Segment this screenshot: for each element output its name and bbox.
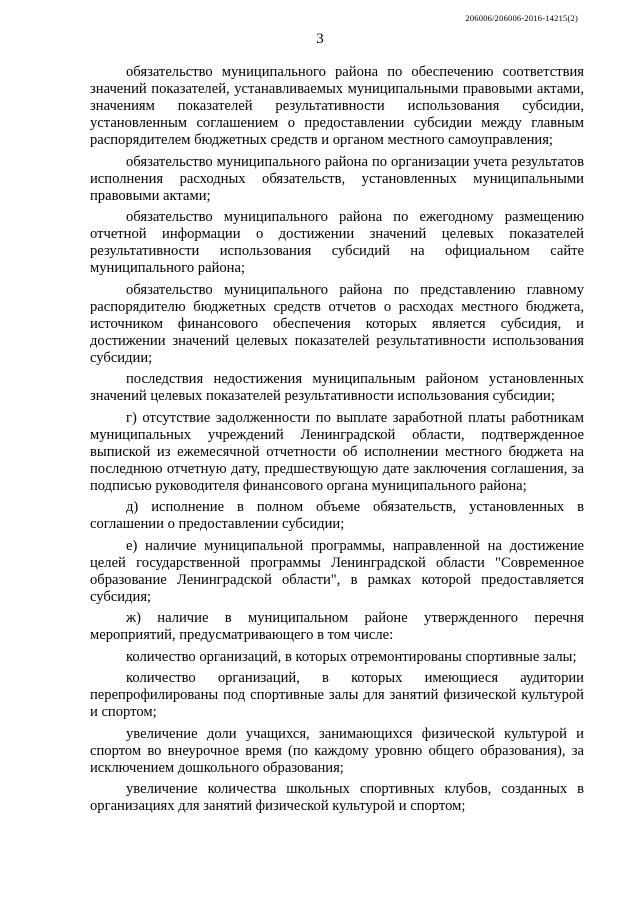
paragraph: увеличение количества школьных спортивных клубов, созданных в организациях для занятий физической культурой и спортом; — [90, 781, 584, 814]
paragraph: обязательство муниципального района по представлению главному распорядителю бюджетных средств отчетов о расходах местного бюджета, источником финансового обеспечения которых является субсидия, и достижении значений целевых показателей результативности использования субсидии; — [90, 281, 584, 366]
paragraph: увеличение доли учащихся, занимающихся физической культурой и спортом во внеурочное время (по каждому уровню общего образования), за исключением дошкольного образования; — [90, 725, 584, 776]
paragraph: обязательство муниципального района по обеспечению соответствия значений показателей, устанавливаемых муниципальными правовыми актами, значениям показателей результативности использования субсидии, установленным соглашением о предоставлении субсидии между главным распорядителем бюджетных средств и органом местного самоуправления; — [90, 64, 584, 148]
paragraph: г) отсутствие задолженности по выплате заработной платы работникам муниципальных учреждений Ленинградской области, подтвержденное выпиской из ежемесячной отчетности об исполнении местного бюджета на последнюю отчетную дату, предшествующую дате заключения соглашения, за подписью руководителя финансового органа муниципального района; — [90, 409, 584, 494]
paragraph: последствия недостижения муниципальным районом установленных значений целевых показателей результативности использования субсидии; — [90, 371, 584, 404]
paragraph: д) исполнение в полном объеме обязательств, установленных в соглашении о предоставлении субсидии; — [90, 499, 584, 532]
document-body — [90, 64, 584, 820]
paragraph: обязательство муниципального района по ежегодному размещению отчетной информации о достижении значений целевых показателей результативности использования субсидий на официальном сайте муниципального района; — [90, 209, 584, 276]
paragraph: количество организаций, в которых отремонтированы спортивные залы; — [126, 648, 577, 665]
paragraph: обязательство муниципального района по организации учета результатов исполнения расходных обязательств, установленных муниципальными правовыми актами; — [90, 153, 584, 204]
document-id: 206006/206006-2016-14215(2) — [465, 13, 578, 23]
page-number: 3 — [316, 31, 324, 47]
paragraph: ж) наличие в муниципальном районе утвержденного перечня мероприятий, предусматривающего в том числе: — [90, 610, 584, 643]
paragraph: е) наличие муниципальной программы, направленной на достижение целей государственной программы Ленинградской области "Современное образование Ленинградской области", в рамках которой предоставляется субсидия; — [90, 537, 584, 605]
paragraph: количество организаций, в которых имеющиеся аудитории перепрофилированы под спортивные залы для занятий физической культурой и спортом; — [90, 670, 584, 720]
